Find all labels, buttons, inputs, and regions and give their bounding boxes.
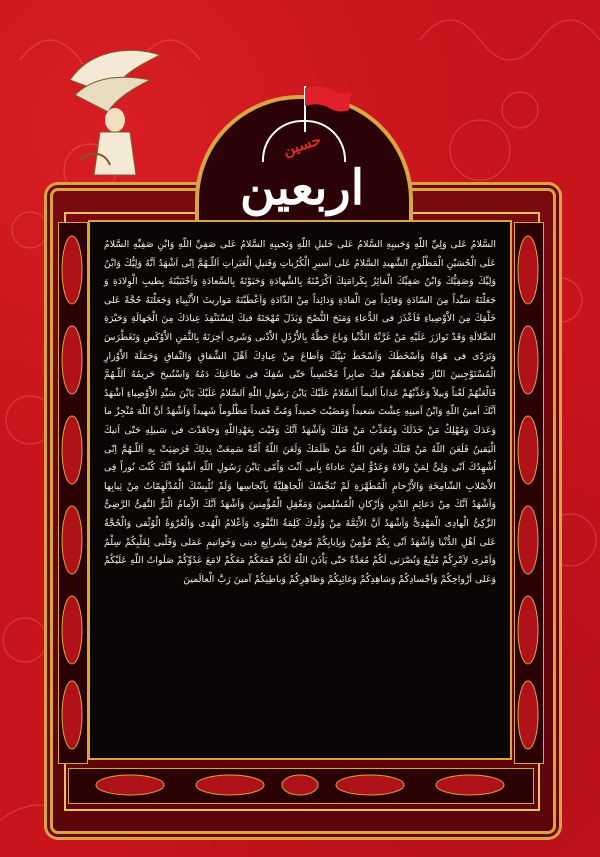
arbaeen-logo bbox=[222, 128, 382, 228]
ziyarat-arbaeen-text: السَّلامُ عَلى وَلِيِّ اللّهِ وَحَبيبِهِ السَّلامُ عَلى خَليلِ اللّهِ وَنَجيبِهِ السَّلامُ عَلى صَفِيِّ اللّهِ وَابْنِ صَفِيِّهِ السَّلامُ عَلَى الْحُسَيْنِ الْمَظْلُومِ الشَّهيدِ السَّلامُ عَلى اَسيرِ الْكُرُباتِ وَقَتيلِ الْعَبَراتِ اَللّـهُمَّ اِنّى اَشْهَدُ اَنَّهُ وَلِيُّكَ وَابْنُ وَلِيِّكَ وَصَفِيُّكَ وَابْنُ صَفِيِّكَ الْفائِزُ بِكَرامَتِكَ اَكْرَمْتَهُ بِالشَّهادَةِ وَحَبَوْتَهُ بِالسَّعادَةِ وَاَجْتَبَيْتَهُ بِطيبِ الْوِلادَةِ وَ جَعَلْتَهُ سَيِّداً مِنَ السّادَةِ وَقائِداً مِنَ الْقادَةِ وَذائِداً مِنْ الذّادَةِ وَاَعْطَيْتَهُ مَواريثَ الاَْنْبِياءِ وَجَعَلْتَهُ حُجَّةً عَلى خَلْقِكَ مِنَ الاَْوْصِياءِ فَاَعْذَرَ فى الدُّعاءِ وَمَنَحَ النُّصْحَ وَبَذَلَ مُهْجَتَهُ فيكَ لِيَسْتَنْقِذَ عِبادَكَ مِنَ الْجَهالَةِ وَحَيْرَةِ الضَّلالَةِ وَقَدْ تَوازَرَ عَلَيْهِ مَنْ غَرَّتْهُ الدُّنْيا وَباعَ حَظَّهُ بِالاَْرْذَلِ الاَْدْنى وَشَرى آخِرَتَهُ بِالثَّمَنِ الاَْوْكَسِ وَتَغَطْرَسَ وَتَرَدّى فى هَواهُ وَاَسْخَطَكَ وَاَسْخَطَ نَبِيَّكَ وَاَطاعَ مِنْ عِبادِكَ اَهْلَ الشِّقاقِ وَالنِّفاقِ وَحَمَلَةَ الاَْوْزارِ الْمُسْتَوْجِبينَ النّارَ فَجاهَدَهُمْ فيكَ صابِراً مُحْتَسِباً حَتّى سُفِكَ فى طاعَتِكَ دَمُهُ وَاسْتُبيحَ حَريمُهُ اَللّـهُمَّ فَالْعَنْهُمْ لَعْناً وَبيلاً وَعَذِّبْهُمْ عَذاباً اَليماً اَلسَّلامُ عَلَيْكَ يَابْنَ رَسُولِ اللّهِ اَلسَّلامُ عَلَيْكَ يَابْنَ سَيِّدِ الاَْوْصِياءِ اَشْهَدُ اَنَّكَ اَمينُ اللّهِ وَابْنُ اَمينِهِ عِشْتَ سَعيداً وَمَضَيْتَ حَميداً وَمُتَّ فَقيداً مَظْلُوماً شَهيداً وَاَشْهَدُ اَنَّ اللّهَ مُنْجِزٌ ما وَعَدَكَ وَمُهْلِكٌ مَنْ خَذَلَكَ وَمُعَذِّبٌ مَنْ قَتَلَكَ وَاَشْهَدُ اَنَّكَ وَفَيْتَ بِعَهْدِاللّهِ وَجاهَدْتَ فى سَبيلِهِ حَتّى اَتيكَ الْيَقينُ فَلَعَنَ اللّهُ مَنْ قَتَلَكَ وَلَعَنَ اللّهُ مَنْ ظَلَمَكَ وَلَعَنَ اللّهُ اُمَّةً سَمِعَتْ بِذلِكَ فَرَضِيَتْ بِهِ اَللّـهُمَّ اِنّى اُشْهِدُكَ اَنّى وَلِىٌّ لِمَنْ والاهُ وَعَدُوٌّ لِمَنْ عاداهُ بِاَبى اَنْتَ وَاُمّى يَابْنَ رَسُولِ اللّهِ اَشْهَدُ اَنَّكَ كُنْتَ نُوراً فِى الاَْصْلابِ الشّامِخَةِ وَالاَْرْحامِ الْمُطَهَّرَةِ لَمْ تُنَجِّسْكَ الْجاهِلِيَّةُ بِاَنْجاسِها وَلَمْ تُلْبِسْكَ الْمُدْلَهِمّاتُ مِنْ ثِيابِها وَاَشْهَدُ اَنَّكَ مِنْ دَعائِمِ الدّينِ وَاَرْكانِ الْمُسْلِمينَ وَمَعْقِلِ الْمُؤْمِنينَ وَاَشْهَدُ اَنَّكَ الاِْمامُ الْبَرُّ التَّقِىُّ الرَّضِىُّ الزَّكِىُّ الْهادِى الْمَهْدِىُّ وَاَشْهَدُ اَنَّ الاَْئِمَّةَ مِنْ وُلْدِكَ كَلِمَةُ التَّقْوى وَاَعْلامُ الْهُدى وَالْعُرْوَةُ الْوُثْقى وَالْحُجَّةُ عَلى اَهْلِ الدُّنْيا وَاَشْهَدُ اَنّى بِكُمْ مُؤْمِنٌ وَبِاِيابِكُمْ مُوقِنٌ بِشَرايِعِ دينى وَخَواتيمِ عَمَلى وَقَلْبى لِقَلْبِكُمْ سِلْمٌ وَاَمْرى لاَِمْرِكُمْ مُتَّبِعٌ وَنُصْرَتى لَكُمْ مُعَدَّةٌ حَتّى يَاْذَنَ اللّهُ لَكُمْ فَمَعَكُمْ مَعَكُمْ لامَعَ عَدُوِّكُمْ صَلَواتُ اللّهِ عَلَيْكُمْ وَعَلى اَرْواحِكُمْ وَاَجْسادِكُمْ وَشاهِدِكُمْ وَغائِبِكُمْ وَظاهِرِكُمْ وَباطِنِكُمْ آمينَ رَبَّ الْعالَمينَ bbox=[104, 239, 496, 585]
logo-subtitle: حسین bbox=[280, 130, 324, 160]
prayer-text-panel bbox=[88, 220, 512, 760]
logo-title: اربعین bbox=[239, 160, 365, 216]
